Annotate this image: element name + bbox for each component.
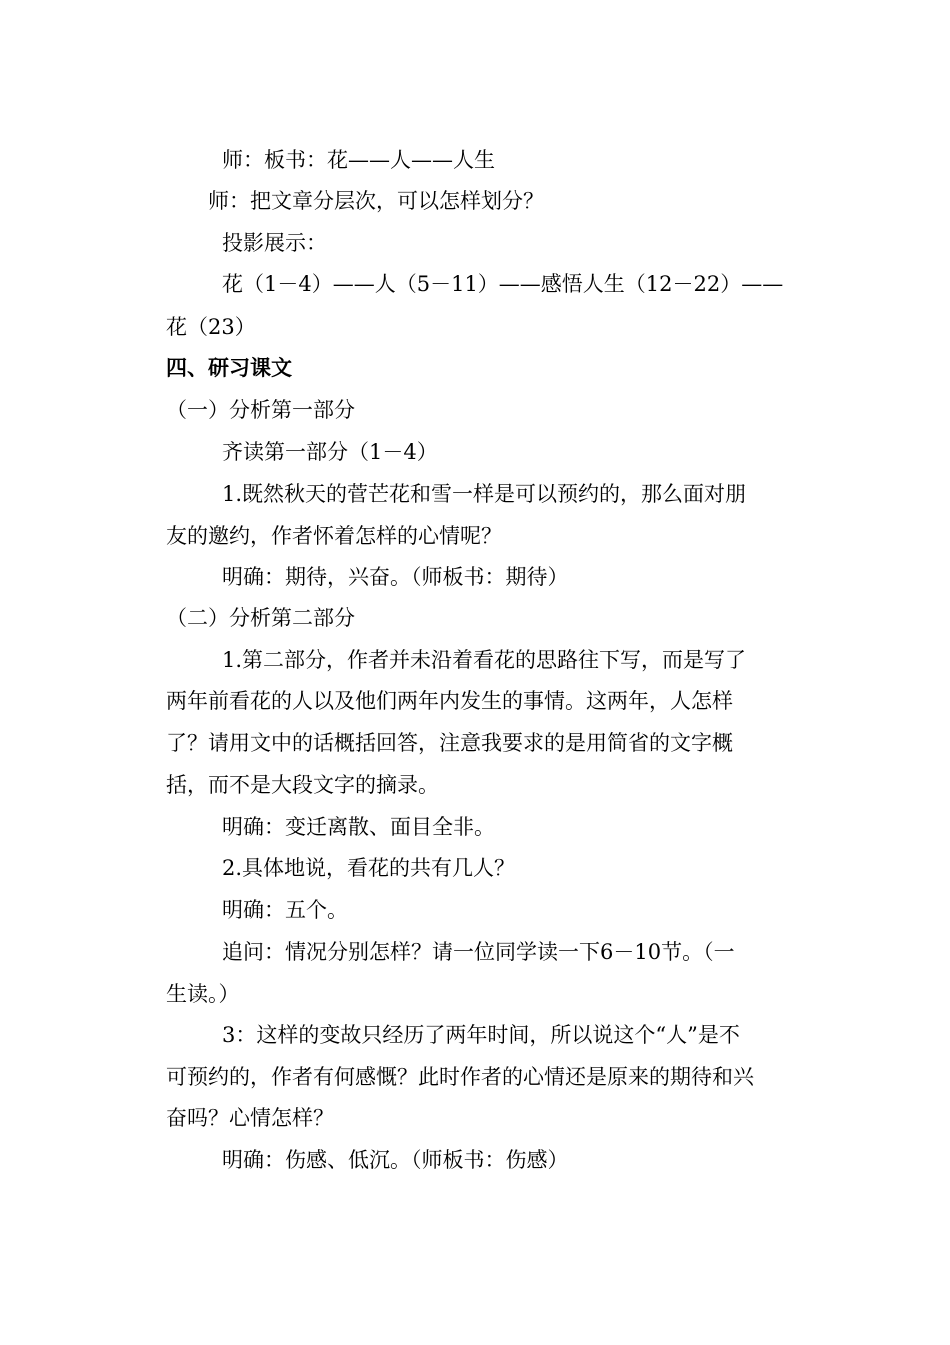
subsection-heading: （二）分析第二部分 — [166, 606, 355, 630]
text-line: 明确：变迁离散、面目全非。 — [222, 815, 495, 839]
subsection-heading: （一）分析第一部分 — [166, 398, 355, 422]
text-line: 3：这样的变故只经历了两年时间，所以说这个“人”是不 — [222, 1023, 740, 1047]
text-line: 投影展示： — [222, 231, 327, 255]
text-line: 2.具体地说，看花的共有几人？ — [222, 856, 516, 880]
text-line: 师：板书：花——人——人生 — [222, 148, 495, 172]
text-line: 1.第二部分，作者并未沿着看花的思路往下写，而是写了 — [222, 648, 747, 672]
text-line: 明确：伤感、低沉。（师板书：伤感） — [222, 1148, 569, 1172]
text-line: 生读。） — [166, 982, 240, 1006]
text-line: 了？请用文中的话概括回答，注意我要求的是用简省的文字概 — [166, 731, 733, 755]
text-line: 1.既然秋天的菅芒花和雪一样是可以预约的，那么面对朋 — [222, 482, 747, 506]
text-line: 明确：五个。 — [222, 898, 348, 922]
text-line: 追问：情况分别怎样？请一位同学读一下6－10节。（一 — [222, 940, 735, 964]
text-line: 奋吗？心情怎样？ — [166, 1106, 334, 1130]
text-line: 师：把文章分层次，可以怎样划分？ — [208, 189, 544, 213]
text-line: 齐读第一部分（1－4） — [222, 440, 438, 464]
text-line: 友的邀约，作者怀着怎样的心情呢？ — [166, 524, 502, 548]
text-line: 明确：期待，兴奋。（师板书：期待） — [222, 565, 569, 589]
text-line: 花（1－4）——人（5－11）——感悟人生（12－22）—— — [222, 272, 784, 296]
text-line: 花（23） — [166, 315, 256, 339]
section-heading: 四、研习课文 — [166, 356, 292, 380]
text-line: 括，而不是大段文字的摘录。 — [166, 773, 439, 797]
text-line: 两年前看花的人以及他们两年内发生的事情。这两年，人怎样 — [166, 689, 733, 713]
text-line: 可预约的，作者有何感慨？此时作者的心情还是原来的期待和兴 — [166, 1065, 754, 1089]
